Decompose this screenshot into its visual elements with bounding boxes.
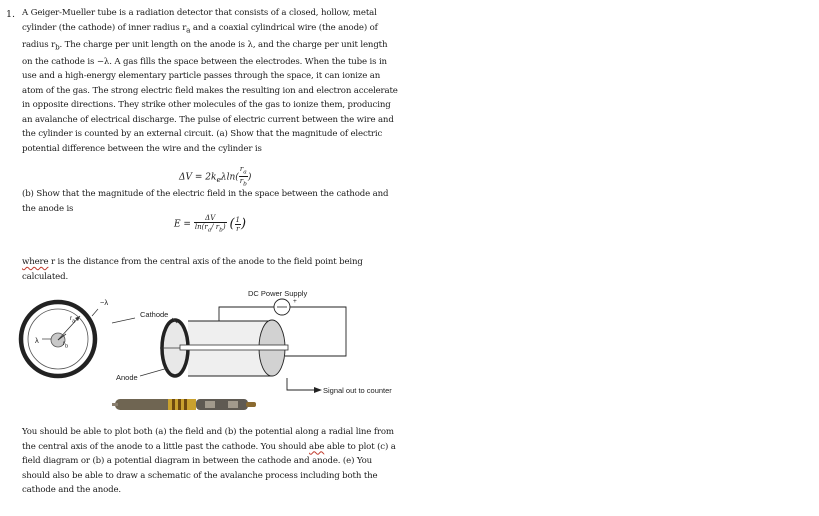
where-line: r is the distance from the central axis of the anode to the field point being xyxy=(48,257,363,267)
intro-line: cylinder (the cathode) of inner radius r xyxy=(22,22,187,33)
intro-line: A Geiger-Mueller tube is a radiation detector that consists of a closed, hollow, metal xyxy=(22,8,377,18)
equation-potential-difference: $\Delta V = 2k_e\lambda\ln$( $\frac{r_a}{r_b}$ ) xyxy=(179,165,252,188)
signal-wire xyxy=(287,378,316,390)
where-line: calculated. xyxy=(22,271,69,282)
dc-power-supply-label: DC Power Supply xyxy=(248,289,308,298)
cathode-label: Cathode xyxy=(140,310,169,319)
equation-electric-field: E = $\frac{\Delta V}{\ln(r_a/ r_b)}$ ( $\frac{1}{r}$ ) xyxy=(174,214,247,234)
ra-label: $r_a$ xyxy=(70,315,76,325)
geiger-tube-photo xyxy=(112,399,256,410)
closing-line: cathode and the anode. xyxy=(22,485,121,495)
intro-line: on the cathode is −λ. A gas fills the space between the electrodes. When the tube is in xyxy=(22,56,387,67)
closing-line: You should be able to plot both (a) the field and (b) the potential along a radial line from xyxy=(22,427,394,437)
closing-line: should also be able to draw a schematic of the avalanche process including both the xyxy=(22,470,378,481)
intro-line: the cylinder is counted by an external circuit. (a) Show that the magnitude of electric xyxy=(22,129,383,140)
signal-out-label: Signal out to counter xyxy=(323,386,392,395)
anode-wire xyxy=(180,345,288,350)
subscript-a: a xyxy=(186,25,191,35)
closing-text xyxy=(22,425,414,498)
where-word: where xyxy=(22,257,49,267)
lambda-label: λ xyxy=(35,336,39,345)
intro-line: atom of the gas. The strong electric field makes the resulting ion and electron accelerate xyxy=(22,85,398,96)
closing-line: the central axis of the anode to a little past the cathode. You should xyxy=(22,441,310,452)
minus-lambda-label: −λ xyxy=(100,298,109,307)
rb-label: $r_b$ xyxy=(63,340,69,350)
typo-word: abe xyxy=(309,441,325,452)
intro-line: potential difference between the wire and the cylinder is xyxy=(22,143,262,154)
intro-line: use and a high-energy elementary particle passes through the space, it can ionize an xyxy=(22,71,381,82)
intro-line: radius r xyxy=(22,39,56,50)
subscript-b: b xyxy=(55,42,60,52)
intro-line: and a coaxial cylindrical wire (the anode) of xyxy=(190,22,378,33)
part-b-line: the anode is xyxy=(22,203,74,214)
closing-line: able to plot (c) a xyxy=(324,441,396,452)
plus-terminal-label: + xyxy=(293,298,297,305)
closing-line: field diagram or (b) a potential diagram in between the cathode and anode. (e) You xyxy=(22,456,373,466)
intro-line: in opposite directions. They strike other molecules of the gas to ionize them, producing xyxy=(22,100,391,111)
intro-line: an avalanche of electrical discharge. The pulse of electric current between the wire and xyxy=(22,114,394,125)
problem-number: 1. xyxy=(6,9,16,20)
intro-line: . The charge per unit length on the anode is λ, and the charge per unit length xyxy=(59,39,388,50)
anode-label: Anode xyxy=(116,373,138,382)
part-b-line: (b) Show that the magnitude of the electric field in the space between the cathode and xyxy=(22,189,389,199)
